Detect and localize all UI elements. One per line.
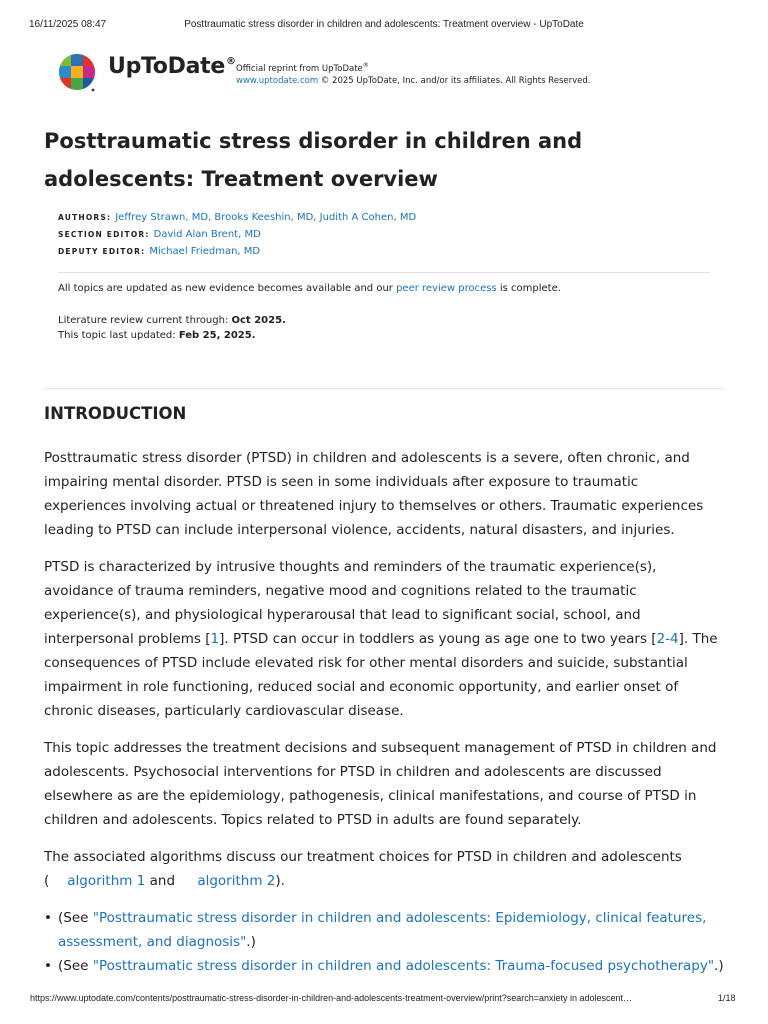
print-url: https://www.uptodate.com/contents/posttraumatic-stress-disorder-in-children-and-adolescents-treatment-overview/print?search=anxiety in adolescent… — [30, 993, 633, 1003]
reference-link-2-4[interactable]: 2-4 — [656, 631, 679, 647]
authors-links[interactable]: Jeffrey Strawn, MD, Brooks Keeshin, MD, Judith A Cohen, MD — [115, 212, 417, 223]
divider — [58, 272, 710, 273]
section-divider — [44, 388, 724, 389]
deputy-editor-link[interactable]: Michael Friedman, MD — [149, 246, 261, 257]
intro-paragraph-4: The associated algorithms discuss our treatment choices for PTSD in children and adolescents ( algorithm 1 and algorithm 2). — [44, 849, 682, 889]
update-note: All topics are updated as new evidence becomes available and our peer review process is complete. — [58, 283, 561, 294]
uptodate-logo-icon — [57, 52, 97, 92]
reference-link-1[interactable]: 1 — [210, 631, 220, 647]
page-number: 1/18 — [718, 993, 736, 1003]
copyright-text: © 2025 UpToDate, Inc. and/or its affiliates. All Rights Reserved. — [320, 75, 591, 86]
reprint-notice: Official reprint from UpToDate® www.uptodate.com © 2025 UpToDate, Inc. and/or its affiliates. All Rights Reserved. — [236, 62, 591, 86]
article-contributors — [58, 209, 416, 260]
algorithm-1-link[interactable]: algorithm 1 — [67, 873, 146, 889]
see-also-link-psychotherapy[interactable]: "Posttraumatic stress disorder in children and adolescents: Trauma-focused psychotherapy" — [92, 958, 715, 974]
site-link[interactable]: www.uptodate.com — [236, 75, 319, 86]
see-also-link-epidemiology[interactable]: "Posttraumatic stress disorder in children and adolescents: Epidemiology, clinical features, assessment, and diagnosis" — [58, 910, 707, 950]
list-item: • (See "Posttraumatic stress disorder in children and adolescents: Epidemiology, clinical features, assessment, and diagnosis".) — [44, 910, 707, 950]
print-datetime: 16/11/2025 08:47 — [29, 19, 107, 30]
brand-name: UpToDate® — [108, 54, 236, 79]
section-editor-link[interactable]: David Alan Brent, MD — [153, 229, 261, 240]
list-item: • (See "Posttraumatic stress disorder in children and adolescents: Trauma-focused psychotherapy".) — [44, 958, 724, 974]
see-also-list — [44, 906, 724, 978]
last-updated-date: Feb 25, 2025. — [178, 330, 256, 341]
review-dates: Literature review current through: Oct 2025. This topic last updated: Feb 25, 2025. — [58, 315, 286, 341]
deputy-editor-label: DEPUTY EDITOR: — [58, 247, 146, 256]
authors-label: AUTHORS: — [58, 213, 112, 222]
section-editor-label: SECTION EDITOR: — [58, 230, 150, 239]
intro-paragraph-1: Posttraumatic stress disorder (PTSD) in children and adolescents is a severe, often chronic, and impairing mental disorder. PTSD is seen in some individuals after exposure to traumatic experiences involving actual or threatened injury to themselves or others. Traumatic experiences leading to PTSD can include interpersonal violence, accidents, natural disasters, and injuries. — [44, 450, 704, 538]
algorithm-2-link[interactable]: algorithm 2 — [197, 873, 276, 889]
print-page-title: Posttraumatic stress disorder in children and adolescents: Treatment overview - UpToDate — [184, 19, 584, 30]
intro-paragraph-2: PTSD is characterized by intrusive thoughts and reminders of the traumatic experience(s), avoidance of trauma reminders, negative mood and cognitions related to the traumatic experience(s), and physiological hyperarousal that lead to significant social, school, and interpersonal problems [1]. PTSD can occur in toddlers as young as age one to two years [2-4]. The consequences of PTSD include elevated risk for other mental disorders and suicide, substantial impairment in role functioning, reduced social and economic opportunity, and earlier onset of chronic diseases, particularly cardiovascular disease. — [44, 559, 718, 719]
peer-review-link[interactable]: peer review process — [396, 283, 497, 294]
article-title: Posttraumatic stress disorder in children and adolescents: Treatment overview — [44, 129, 583, 191]
introduction-heading: INTRODUCTION — [44, 404, 187, 423]
lit-review-date: Oct 2025. — [231, 315, 286, 326]
introduction-body — [44, 446, 724, 978]
intro-paragraph-3: This topic addresses the treatment decisions and subsequent management of PTSD in children and adolescents. Psychosocial interventions for PTSD in children and adolescents are discussed elsewhere as are the epidemiology, pathogenesis, clinical manifestations, and course of PTSD in children and adolescents. Topics related to PTSD in adults are found separately. — [44, 740, 717, 828]
